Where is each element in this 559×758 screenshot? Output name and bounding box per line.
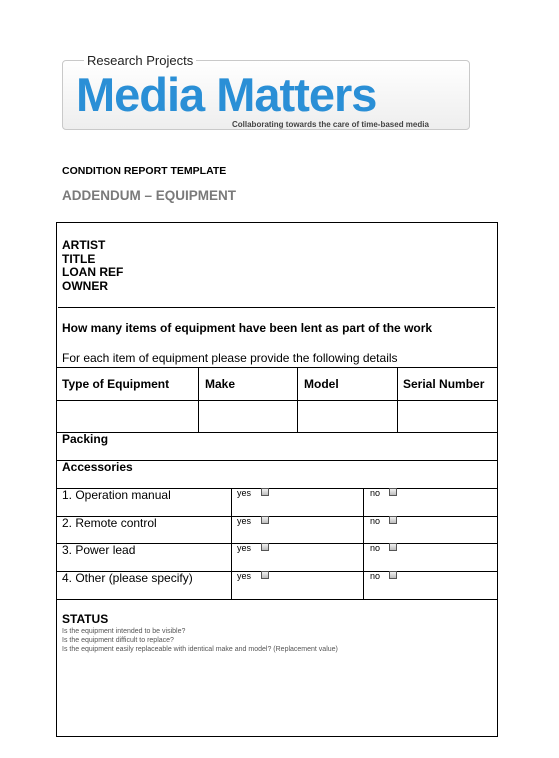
packing-label: Packing (62, 432, 109, 446)
checkbox-icon[interactable] (389, 488, 397, 496)
logo-tagline: Collaborating towards the care of time-based media (232, 120, 429, 129)
no-label: no (370, 543, 381, 553)
field-loan-ref: LOAN REF (62, 265, 124, 279)
yes-label: yes (237, 516, 252, 526)
field-artist: ARTIST (62, 238, 106, 252)
checkbox-icon[interactable] (389, 543, 397, 551)
condition-report-form (56, 222, 498, 737)
column-divider (231, 488, 232, 599)
field-title: TITLE (62, 252, 96, 266)
instruction-text: For each item of equipment please provide the following details (62, 351, 398, 365)
item-power-lead: 3. Power lead (62, 543, 136, 557)
status-question: Is the equipment difficult to replace? (62, 637, 174, 644)
model-cell[interactable] (298, 401, 396, 431)
accessories-label: Accessories (62, 460, 133, 474)
logo-main-text: Media Matters (76, 68, 377, 121)
field-owner: OWNER (62, 279, 108, 293)
item-remote-control: 2. Remote control (62, 516, 157, 530)
item-other: 4. Other (please specify) (62, 571, 193, 585)
checkbox-icon[interactable] (261, 516, 269, 524)
checkbox-icon[interactable] (389, 571, 397, 579)
column-divider (363, 488, 364, 599)
type-cell[interactable] (57, 401, 197, 431)
column-header-make: Make (205, 377, 236, 391)
status-question: Is the equipment easily replaceable with identical make and model? (Replacement value) (62, 646, 338, 653)
checkbox-icon[interactable] (261, 571, 269, 579)
serial-number-cell[interactable] (398, 401, 496, 431)
column-header-type: Type of Equipment (62, 377, 170, 391)
no-label: no (370, 488, 381, 498)
no-label: no (370, 571, 381, 581)
make-cell[interactable] (199, 401, 296, 431)
checkbox-icon[interactable] (261, 488, 269, 496)
separator-line (58, 307, 495, 308)
yes-label: yes (237, 571, 252, 581)
checkbox-icon[interactable] (389, 516, 397, 524)
equipment-count-question: How many items of equipment have been lent as part of the work (62, 321, 433, 335)
item-operation-manual: 1. Operation manual (62, 488, 171, 502)
status-title: STATUS (62, 612, 109, 626)
document-subtitle: ADDENDUM – EQUIPMENT (62, 188, 237, 203)
yes-label: yes (237, 543, 252, 553)
status-question: Is the equipment intended to be visible? (62, 628, 186, 635)
yes-label: yes (237, 488, 252, 498)
no-label: no (370, 516, 381, 526)
table-bottom-line (56, 432, 498, 433)
items-bottom-line (56, 599, 498, 600)
logo-top-text: Research Projects (84, 53, 196, 68)
table-top-line (56, 367, 498, 368)
column-header-model: Model (304, 377, 339, 391)
checkbox-icon[interactable] (261, 543, 269, 551)
column-header-serial: Serial Number (403, 377, 485, 391)
document-title: CONDITION REPORT TEMPLATE (62, 165, 227, 177)
